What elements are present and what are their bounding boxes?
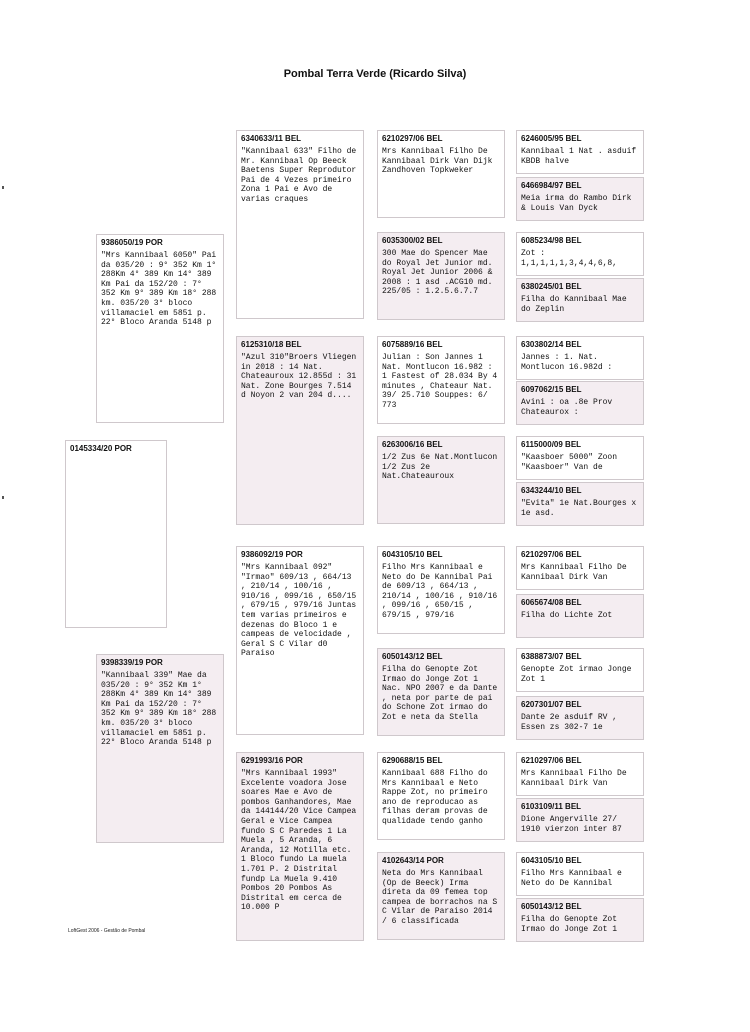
bird-description: "Kannibaal 633" Filho de Mr. Kannibaal Op Beeck Baetens Super Reprodutor Pai de 4 Vezes primeiro Zona 1 Pai e Avo de varias craques bbox=[241, 147, 362, 204]
ring-number: 6097062/15 BEL bbox=[521, 385, 582, 394]
ring-number: 9386092/19 POR bbox=[241, 550, 303, 559]
pedigree-card-gen4 bbox=[377, 336, 505, 424]
ring-number: 6210297/06 BEL bbox=[521, 756, 582, 765]
ring-number: 4102643/14 POR bbox=[382, 856, 444, 865]
pedigree-card-gen5 bbox=[516, 852, 644, 896]
pedigree-card-gen5 bbox=[516, 381, 644, 425]
scan-mark bbox=[2, 186, 4, 189]
ring-number: 6065674/08 BEL bbox=[521, 598, 582, 607]
ring-number: 6075889/16 BEL bbox=[382, 340, 443, 349]
pedigree-card-gen4 bbox=[377, 232, 505, 320]
pedigree-card-gen5 bbox=[516, 278, 644, 322]
ring-number: 6246005/95 BEL bbox=[521, 134, 582, 143]
bird-description: Filho Mrs Kannibaal e Neto do De Kannibal bbox=[521, 869, 627, 888]
pedigree-card-gen4 bbox=[377, 648, 505, 736]
ring-number: 6340633/11 BEL bbox=[241, 134, 302, 143]
bird-description: Filha do Lichte Zot bbox=[521, 611, 613, 620]
ring-number: 6035300/02 BEL bbox=[382, 236, 443, 245]
page-title: Pombal Terra Verde (Ricardo Silva) bbox=[283, 68, 467, 80]
pedigree-card-gen5 bbox=[516, 130, 644, 174]
ring-number: 9398339/19 POR bbox=[101, 658, 163, 667]
ring-number: 6303802/14 BEL bbox=[521, 340, 582, 349]
bird-description: "Mrs Kannibaal 1993" Excelente voadora Jose soares Mae e Avo de pombos Ganhandores, Mae da 144144/20 Vice Campea Geral e Vice Campea fundo S C Paredes 1 La Muela , 5 Aranda, 6 Aranda, 12 Motilla etc. 1 Bloco fundo La muela 1.701 P. 2 Distrital fundp La Muela 9.410 Pombos 20 Pombos As Distrital em cerca de 10.000 P bbox=[241, 769, 362, 913]
pedigree-card-dam bbox=[96, 654, 224, 843]
pedigree-card-gen1 bbox=[65, 440, 167, 628]
pedigree-card-gen4 bbox=[377, 130, 505, 218]
pedigree-card-gen3 bbox=[236, 752, 364, 941]
footer-credit: LoftGest 2006 - Gestão de Pombal bbox=[68, 928, 146, 934]
bird-description: Avini : oa .8e Prov Chateaurox : bbox=[521, 398, 618, 417]
pedigree-card-gen5 bbox=[516, 898, 644, 942]
bird-description: "Mrs Kannibaal 6050" Pai da 035/20 : 9° 352 Km 1° 288Km 4° 389 Km 14° 389 Km Pai da 152/20 : 7° 352 Km 9° 389 Km 18° 288 km. 035/20 3° bloco villamaciel em 5851 p. 22° Bloco Aranda 5148 p bbox=[101, 251, 222, 328]
bird-description: Meia irma do Rambo Dirk & Louis Van Dyck bbox=[521, 194, 637, 213]
pedigree-card-gen3 bbox=[236, 546, 364, 735]
ring-number: 6291993/16 POR bbox=[241, 756, 303, 765]
ring-number: 6043105/10 BEL bbox=[521, 856, 582, 865]
pedigree-card-gen4 bbox=[377, 752, 505, 840]
ring-number: 6125310/18 BEL bbox=[241, 340, 302, 349]
pedigree-card-gen5 bbox=[516, 336, 644, 380]
bird-description: Neta do Mrs Kannibaal (Op de Beeck) Irma direta da 09 femea top campea de borrachos na S C Vilar de Paraiso 2014 / 6 classificada bbox=[382, 869, 503, 926]
bird-description: Filha do Kannibaal Mae do Zeplin bbox=[521, 295, 632, 314]
scan-mark bbox=[2, 496, 4, 499]
bird-description: Filha do Genopte Zot Irmao do Jonge Zot 1 bbox=[521, 915, 622, 934]
pedigree-card-gen5 bbox=[516, 177, 644, 221]
ring-number: 6263006/16 BEL bbox=[382, 440, 443, 449]
pedigree-card-gen5 bbox=[516, 752, 644, 796]
pedigree-card-sire bbox=[96, 234, 224, 423]
bird-description: "Mrs Kannibaal 092" "Irmao" 609/13 , 664/13 , 210/14 , 100/16 , 910/16 , 099/16 , 650/15 , 679/15 , 979/16 Juntas tem varias primeiros e dezenas do Bloco 1 e campeas de velocidade , Geral S C Vilar d0 Paraiso bbox=[241, 563, 362, 659]
bird-description: Genopte Zot irmao Jonge Zot 1 bbox=[521, 665, 637, 684]
pedigree-card-gen4 bbox=[377, 546, 505, 634]
ring-number: 6388873/07 BEL bbox=[521, 652, 582, 661]
ring-number: 6115000/09 BEL bbox=[521, 440, 582, 449]
bird-description: "Evita" 1e Nat.Bourges x 1e asd. bbox=[521, 499, 642, 518]
ring-number: 6343244/10 BEL bbox=[521, 486, 582, 495]
bird-description: Mrs Kannibaal Filho De Kannibaal Dirk Van bbox=[521, 769, 632, 788]
bird-description: Filho Mrs Kannibaal e Neto do De Kannibal Pai de 609/13 , 664/13 , 210/14 , 100/16 , 910/16 , 099/16 , 650/15 , 679/15 , 979/16 bbox=[382, 563, 503, 620]
bird-description: Jannes : 1. Nat. Montlucon 16.982d : bbox=[521, 353, 613, 372]
pedigree-card-gen5 bbox=[516, 232, 644, 276]
bird-description: Mrs Kannibaal Filho De Kannibaal Dirk Van Dijk Zandhoven Topkweker bbox=[382, 147, 498, 176]
pedigree-card-gen3 bbox=[236, 336, 364, 525]
pedigree-card-gen4 bbox=[377, 852, 505, 940]
pedigree-card-gen5 bbox=[516, 798, 644, 842]
pedigree-card-gen5 bbox=[516, 482, 644, 526]
bird-description: 300 Mae do Spencer Mae do Royal Jet Junior md. Royal Jet Junior 2006 & 2008 : 1 asd .ACG10 md. 225/05 : 1.2.5.6.7.7 bbox=[382, 249, 498, 297]
ring-number: 6466984/97 BEL bbox=[521, 181, 582, 190]
pedigree-card-gen5 bbox=[516, 546, 644, 590]
pedigree-card-gen4 bbox=[377, 436, 505, 524]
bird-description: Dante 2e asduif RV , Essen zs 302-7 1e bbox=[521, 713, 622, 732]
bird-description: Mrs Kannibaal Filho De Kannibaal Dirk Van bbox=[521, 563, 632, 582]
bird-description: Filha do Genopte Zot Irmao do Jonge Zot 1 Nac. NPO 2007 e da Dante , neta por parte de pai do Schone Zot irmao do Zot e neta da Stella bbox=[382, 665, 503, 722]
pedigree-card-gen5 bbox=[516, 648, 644, 692]
ring-number: 6050143/12 BEL bbox=[521, 902, 582, 911]
bird-description: 1/2 Zus 6e Nat.Montlucon 1/2 Zus 2e Nat.Chateauroux bbox=[382, 453, 503, 482]
bird-description: "Azul 310"Broers Vliegen in 2018 : 14 Nat. Chateauroux 12.855d : 31 Nat. Zone Bourges 7.514 d Noyon 2 van 204 d.... bbox=[241, 353, 362, 401]
ring-number: 6085234/98 BEL bbox=[521, 236, 582, 245]
bird-description: "Kannibaal 339" Mae da 035/20 : 9° 352 Km 1° 288Km 4° 389 Km 14° 389 Km Pai da 152/20 : 7° 352 Km 9° 389 Km 18° 288 km. 035/20 3° bloco villamaciel em 5851 p. 22° Bloco Aranda 5148 p bbox=[101, 671, 222, 748]
bird-description: Dione Angerville 27/ 1910 vierzon inter 87 bbox=[521, 815, 622, 834]
pedigree-card-gen3 bbox=[236, 130, 364, 319]
ring-number: 0145334/20 POR bbox=[70, 444, 132, 453]
ring-number: 6290688/15 BEL bbox=[382, 756, 443, 765]
ring-number: 6207301/07 BEL bbox=[521, 700, 582, 709]
ring-number: 6103109/11 BEL bbox=[521, 802, 582, 811]
pedigree-card-gen5 bbox=[516, 436, 644, 480]
bird-description: Kannibaal 1 Nat . asduif KBDB halve bbox=[521, 147, 642, 166]
bird-description: Julian : Son Jannes 1 Nat. Montlucon 16.982 : 1 Fastest of 28.034 By 4 minutes , Chateaur Nat. 39/ 25.710 Souppes: 6/ 773 bbox=[382, 353, 503, 410]
ring-number: 6043105/10 BEL bbox=[382, 550, 443, 559]
pedigree-card-gen5 bbox=[516, 594, 644, 638]
bird-description bbox=[66, 455, 166, 459]
bird-description: Kannibaal 688 Filho do Mrs Kannibaal e Neto Rappe Zot, no primeiro ano de reproducao as filhas deram provas de qualidade tendo ganho bbox=[382, 769, 493, 826]
ring-number: 6210297/06 BEL bbox=[382, 134, 443, 143]
pedigree-card-gen5 bbox=[516, 696, 644, 740]
ring-number: 6210297/06 BEL bbox=[521, 550, 582, 559]
bird-description: Zot : 1,1,1,1,1,3,4,4,6,8, bbox=[521, 249, 618, 268]
ring-number: 9386050/19 POR bbox=[101, 238, 163, 247]
ring-number: 6380245/01 BEL bbox=[521, 282, 582, 291]
ring-number: 6050143/12 BEL bbox=[382, 652, 443, 661]
bird-description: "Kaasboer 5000" Zoon "Kaasboer" Van de bbox=[521, 453, 622, 472]
